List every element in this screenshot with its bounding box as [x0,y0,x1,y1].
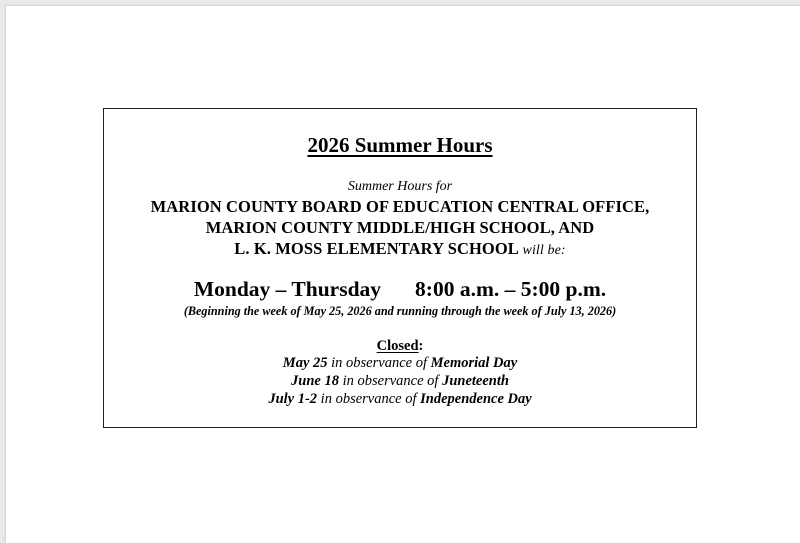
closure-holiday: Memorial Day [430,355,518,371]
org-elementary-school: L. K. MOSS ELEMENTARY SCHOOL [234,239,519,258]
closure-date: June 18 [291,373,339,389]
closure-connector: in observance of [327,355,431,371]
closure-item [104,355,696,372]
org-suffix: will be: [518,243,566,258]
closed-heading-colon: : [418,338,424,354]
org-elementary-school-line [104,239,696,259]
closed-heading [104,338,696,355]
closure-item [104,373,696,390]
org-central-office: MARION COUNTY BOARD OF EDUCATION CENTRAL OFFICE, [150,197,650,216]
notice-title: 2026 Summer Hours [307,133,493,157]
org-middle-high-school: MARION COUNTY MIDDLE/HIGH SCHOOL, AND [205,218,595,237]
schedule-days: Monday – Thursday [193,277,382,301]
closure-connector: in observance of [317,391,421,407]
closure-date: May 25 [282,355,328,371]
closure-date: July 1-2 [268,391,318,407]
schedule-line [104,277,696,302]
closure-connector: in observance of [338,373,443,389]
closed-heading-label: Closed [376,338,419,354]
closure-holiday: Independence Day [420,391,532,407]
summer-hours-notice [103,108,697,428]
notice-intro: Summer Hours for [347,179,453,194]
closure-holiday: Juneteenth [442,373,509,389]
date-range: (Beginning the week of May 25, 2026 and running through the week of July 13, 2026) [183,304,617,318]
closure-item [104,391,696,408]
document-page [6,6,800,543]
schedule-hours: 8:00 a.m. – 5:00 p.m. [415,277,607,301]
